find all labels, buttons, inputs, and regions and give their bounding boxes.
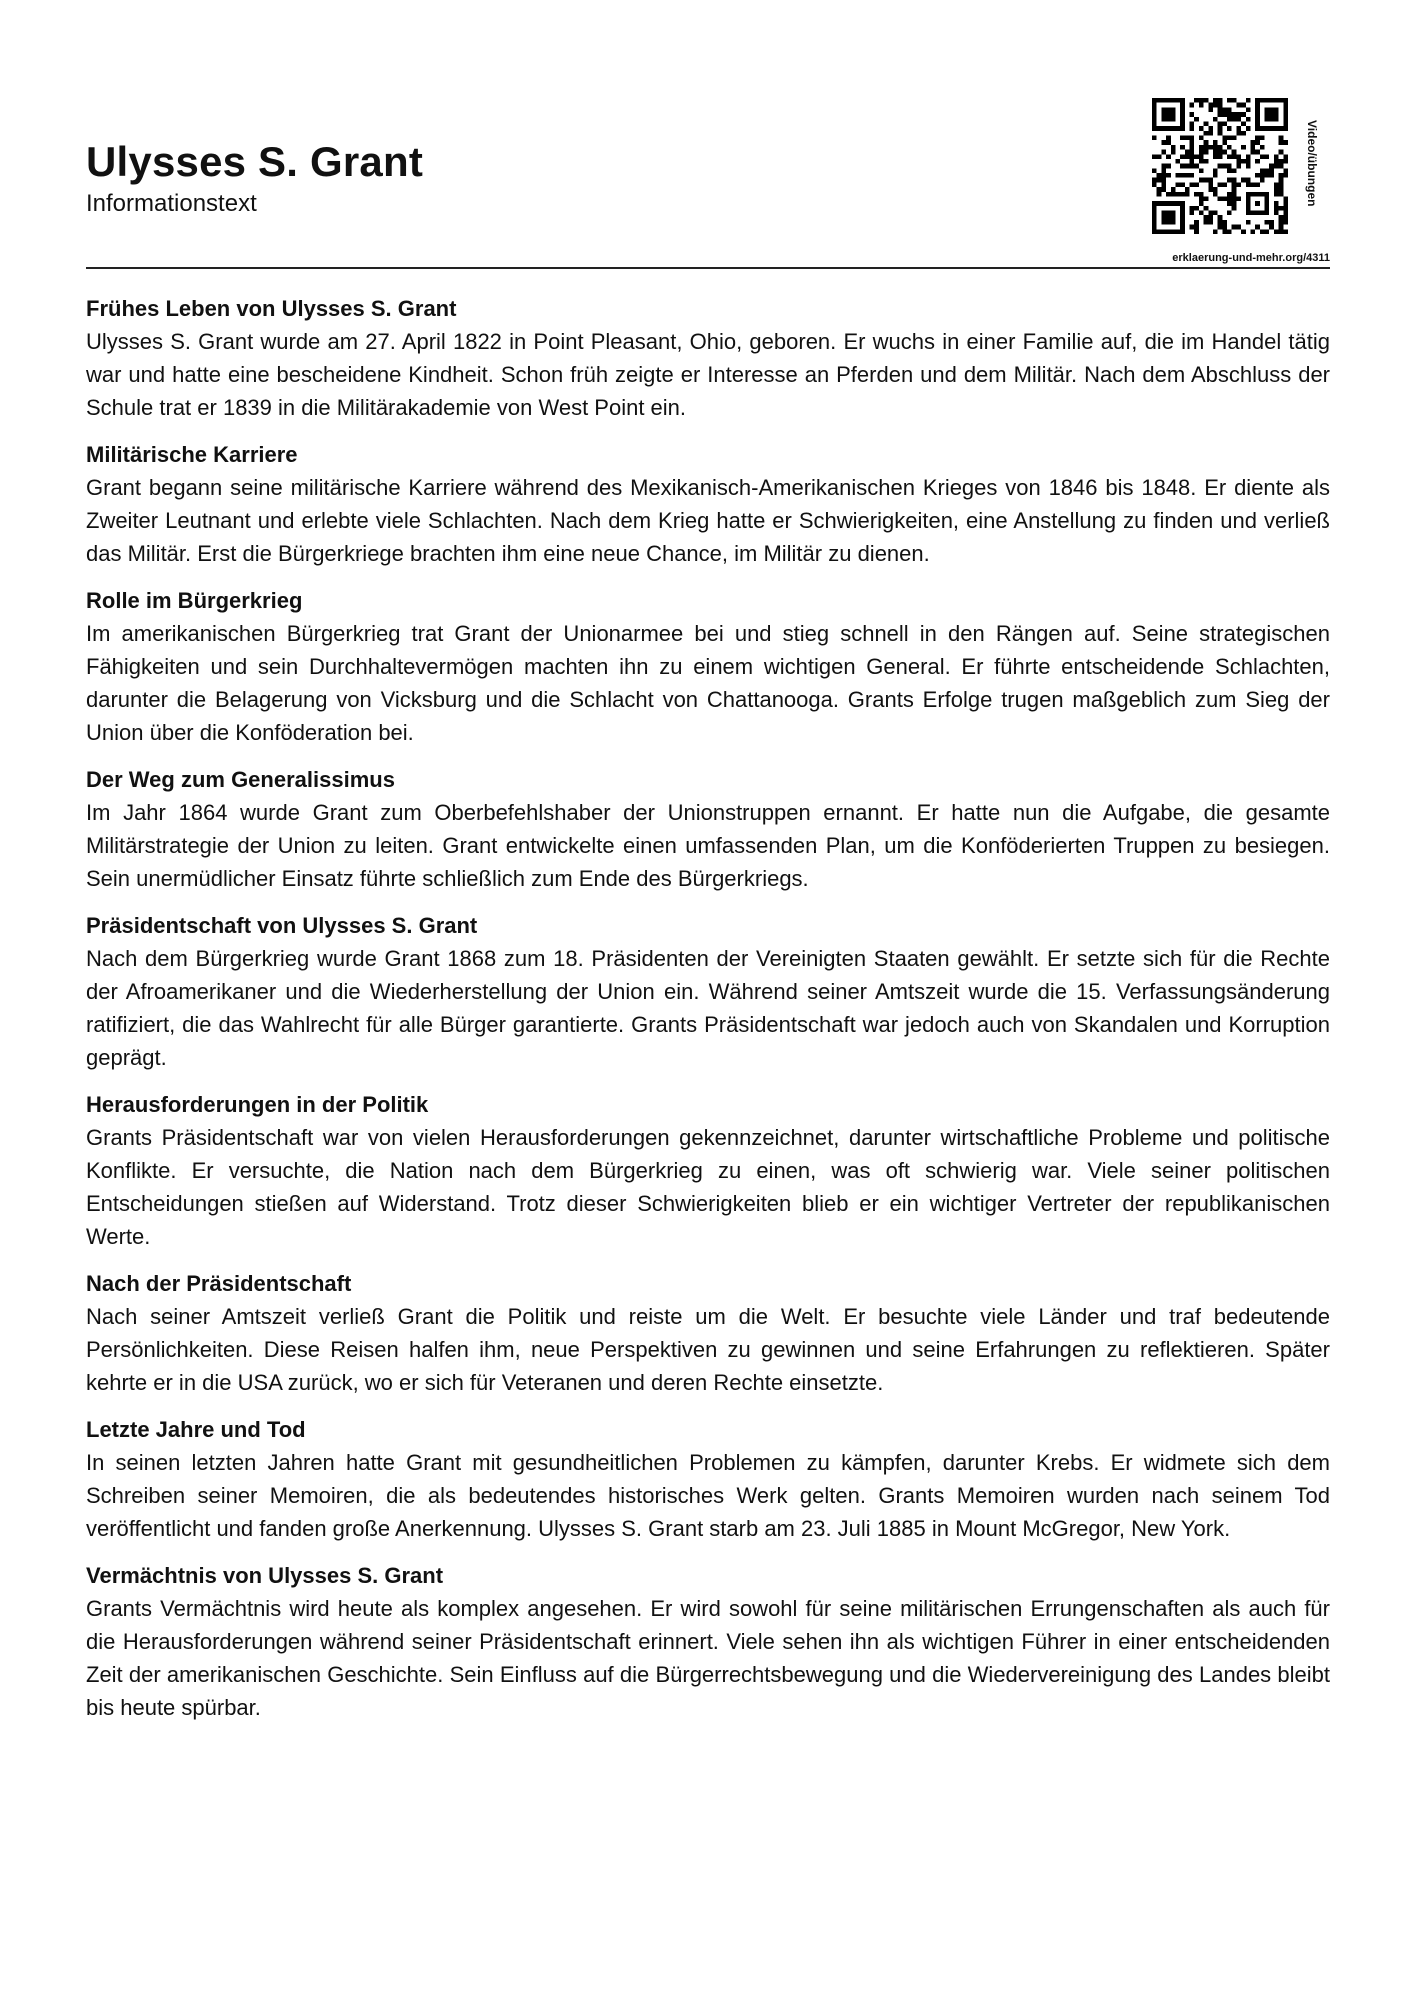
page-subtitle: Informationstext	[86, 190, 257, 217]
section-text: Grants Vermächtnis wird heute als komplex angesehen. Er wird sowohl für seine militärischen Errungenschaften als auch für die Herausforderungen während seiner Präsidentschaft erinnert. Viele sehen ihn als wichtigen Führer in einer entscheidenden Zeit der amerikanischen Geschichte. Sein Einfluss auf die Bürgerrechtsbewegung und die Wiedervereinigung des Landes bleibt bis heute spürbar.	[86, 1596, 1330, 1720]
qr-code-icon[interactable]	[1152, 98, 1288, 234]
section-civil-war	[86, 584, 1330, 749]
section-text: Grants Präsidentschaft war von vielen Herausforderungen gekennzeichnet, darunter wirtschaftliche Probleme und politische Konflikte. Er versuchte, die Nation nach dem Bürgerkrieg zu einen, was oft schwierig war. Viele seiner politischen Entscheidungen stießen auf Widerstand. Trotz dieser Schwierigkeiten blieb er ein wichtiger Vertreter der republikanischen Werte.	[86, 1125, 1330, 1249]
section-heading: Nach der Präsidentschaft	[86, 1271, 352, 1296]
header-divider	[86, 267, 1330, 269]
section-text: In seinen letzten Jahren hatte Grant mit gesundheitlichen Problemen zu kämpfen, darunter Krebs. Er widmete sich dem Schreiben seiner Memoiren, die als bedeutendes historisches Werk gelten. Grants Memoiren wurden nach seinem Tod veröffentlicht und fanden große Anerkennung. Ulysses S. Grant starb am 23. Juli 1885 in Mount McGregor, New York.	[86, 1450, 1330, 1541]
section-heading: Präsidentschaft von Ulysses S. Grant	[86, 913, 478, 938]
section-after-presidency	[86, 1267, 1330, 1399]
section-text: Nach seiner Amtszeit verließ Grant die Politik und reiste um die Welt. Er besuchte viele Länder und traf bedeutende Persönlichkeiten. Diese Reisen halfen ihm, neue Perspektiven zu gewinnen und seine Erfahrungen zu reflektieren. Später kehrte er in die USA zurück, wo er sich für Veteranen und deren Rechte einsetzte.	[86, 1304, 1330, 1395]
section-text: Nach dem Bürgerkrieg wurde Grant 1868 zum 18. Präsidenten der Vereinigten Staaten gewählt. Er setzte sich für die Rechte der Afroamerikaner und die Wiederherstellung der Union ein. Während seiner Amtszeit wurde die 15. Verfassungsänderung ratifiziert, die das Wahlrecht für alle Bürger garantierte. Grants Präsidentschaft war jedoch auch von Skandalen und Korruption geprägt.	[86, 946, 1330, 1070]
section-military-career	[86, 438, 1330, 570]
section-text: Grant begann seine militärische Karriere während des Mexikanisch-Amerikanischen Krieges von 1846 bis 1848. Er diente als Zweiter Leutnant und erlebte viele Schlachten. Nach dem Krieg hatte er Schwierigkeiten, eine Anstellung zu finden und verließ das Militär. Erst die Bürgerkriege brachten ihm eine neue Chance, im Militär zu dienen.	[86, 475, 1330, 566]
section-heading: Rolle im Bürgerkrieg	[86, 588, 303, 613]
section-text: Im Jahr 1864 wurde Grant zum Oberbefehlshaber der Unionstruppen ernannt. Er hatte nun die Aufgabe, die gesamte Militärstrategie der Union zu leiten. Grant entwickelte einen umfassenden Plan, um die Konföderierten Truppen zu besiegen. Sein unermüdlicher Einsatz führte schließlich zum Ende des Bürgerkriegs.	[86, 800, 1330, 891]
section-legacy	[86, 1559, 1330, 1724]
section-political-challenges	[86, 1088, 1330, 1253]
section-heading: Letzte Jahre und Tod	[86, 1417, 306, 1442]
section-heading: Vermächtnis von Ulysses S. Grant	[86, 1563, 444, 1588]
section-heading: Frühes Leben von Ulysses S. Grant	[86, 296, 457, 321]
section-last-years	[86, 1413, 1330, 1545]
source-url[interactable]: erklaerung-und-mehr.org/4311	[1172, 252, 1330, 264]
document-header	[86, 0, 1330, 270]
page-title: Ulysses S. Grant	[86, 138, 424, 185]
document-body	[86, 292, 1330, 1738]
video-exercises-label: Video/übungen	[1305, 120, 1319, 207]
section-heading: Militärische Karriere	[86, 442, 298, 467]
section-heading: Der Weg zum Generalissimus	[86, 767, 395, 792]
section-text: Im amerikanischen Bürgerkrieg trat Grant der Unionarmee bei und stieg schnell in den Rängen auf. Seine strategischen Fähigkeiten und sein Durchhaltevermögen machten ihn zu einem wichtigen General. Er führte entscheidende Schlachten, darunter die Belagerung von Vicksburg und die Schlacht von Chattanooga. Grants Erfolge trugen maßgeblich zum Sieg der Union über die Konföderation bei.	[86, 621, 1330, 745]
section-early-life	[86, 292, 1330, 424]
section-text: Ulysses S. Grant wurde am 27. April 1822 in Point Pleasant, Ohio, geboren. Er wuchs in einer Familie auf, die im Handel tätig war und hatte eine bescheidene Kindheit. Schon früh zeigte er Interesse an Pferden und dem Militär. Nach dem Abschluss der Schule trat er 1839 in die Militärakademie von West Point ein.	[86, 329, 1330, 420]
section-presidency	[86, 909, 1330, 1074]
section-generalissimus	[86, 763, 1330, 895]
section-heading: Herausforderungen in der Politik	[86, 1092, 429, 1117]
